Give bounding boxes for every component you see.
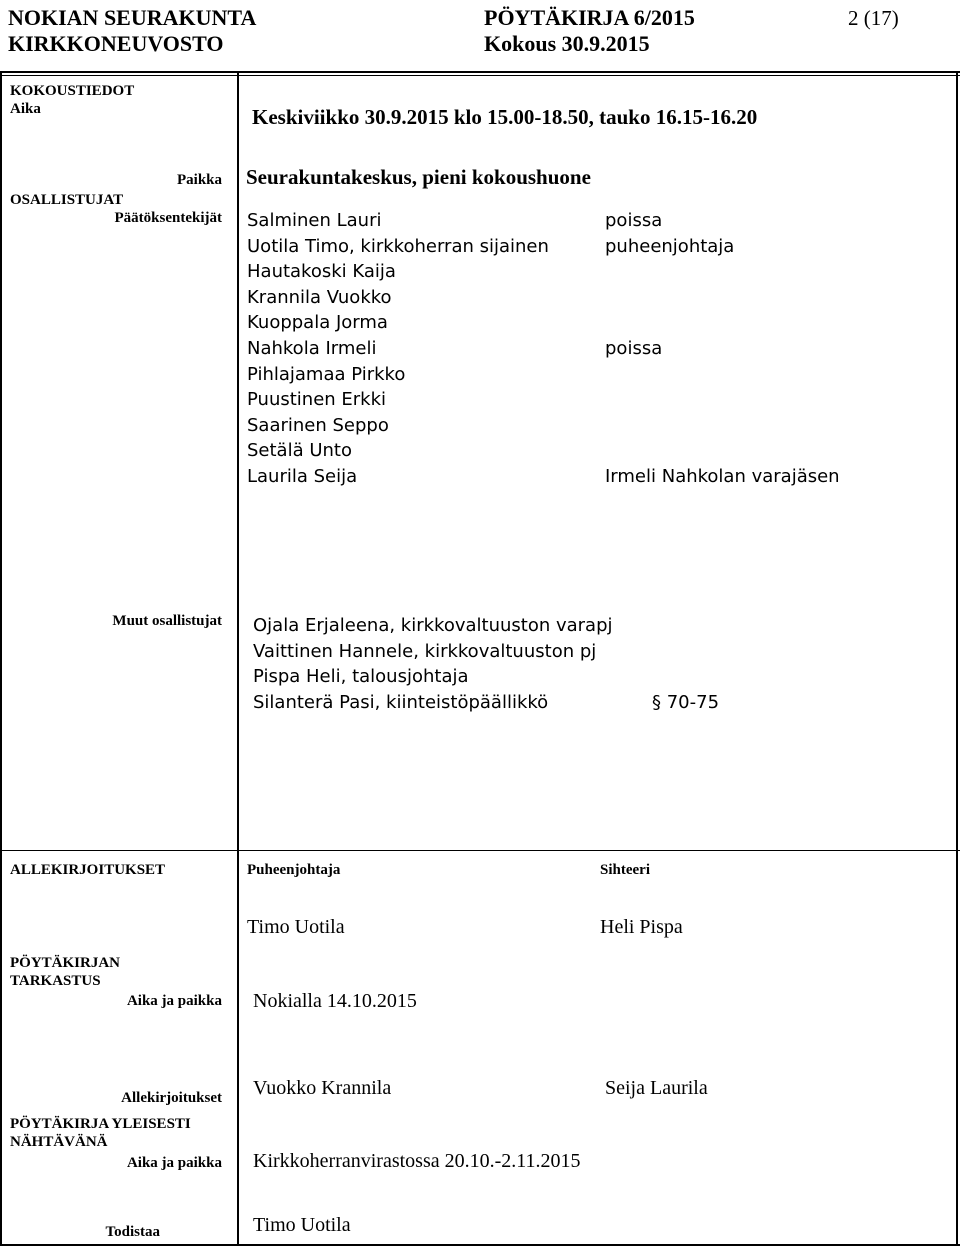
public-time-place-value: Kirkkoherranvirastossa 20.10.-2.11.2015 (253, 1150, 581, 1172)
participants-label: OSALLISTUJAT (10, 192, 124, 208)
public-time-place-label: Aika ja paikka (126, 1155, 222, 1171)
member-note: puheenjohtaja (605, 235, 735, 257)
chair-label: Puheenjohtaja (247, 862, 341, 878)
signatures-rule (0, 850, 960, 851)
reviewer-2: Seija Laurila (605, 1077, 708, 1099)
decision-makers-label: Päätöksentekijät (114, 210, 222, 226)
list-item: Hautakoski Kaija (247, 261, 396, 283)
member-note (605, 259, 840, 285)
member-note: poissa (605, 210, 663, 231)
secretary-name: Heli Pispa (600, 916, 683, 938)
member-note: poissa (605, 337, 663, 359)
list-item: Saarinen Seppo (247, 414, 389, 436)
top-rule-thin (0, 75, 960, 76)
right-border (956, 73, 958, 1246)
review-signatures-label: Allekirjoitukset (121, 1090, 222, 1106)
other-participants-list (253, 613, 613, 715)
list-item: Ojala Erjaleena, kirkkovaltuuston varapj (253, 615, 613, 636)
list-item: Nahkola Irmeli (247, 337, 377, 359)
decision-makers-list (247, 208, 549, 490)
list-item: Puustinen Erkki (247, 389, 387, 411)
review-time-place-label: Aika ja paikka (126, 993, 222, 1009)
other-participants-label: Muut osallistujat (112, 613, 222, 629)
chair-name: Timo Uotila (247, 916, 345, 938)
list-item: Silanterä Pasi, kiinteistöpäällikkö (253, 691, 549, 713)
meeting-date: Kokous 30.9.2015 (484, 31, 650, 56)
page-number: 2 (17) (848, 6, 899, 30)
document-title: PÖYTÄKIRJA 6/2015 (484, 5, 695, 30)
list-item: Laurila Seija (247, 465, 358, 487)
time-value: Keskiviikko 30.9.2015 klo 15.00-18.50, tauko 16.15-16.20 (252, 105, 758, 129)
member-note (605, 310, 840, 336)
list-item: Salminen Lauri (247, 210, 382, 231)
meeting-info-label: KOKOUSTIEDOT (10, 83, 135, 99)
member-note (605, 285, 840, 311)
time-label: Aika (10, 101, 41, 117)
list-item: Pispa Heli, talousjohtaja (253, 666, 469, 688)
list-item: Kuoppala Jorma (247, 312, 388, 334)
left-border (0, 73, 2, 1246)
review-time-place-value: Nokialla 14.10.2015 (253, 990, 417, 1012)
member-note: Irmeli Nahkolan varajäsen (605, 465, 840, 487)
signatures-label: ALLEKIRJOITUKSET (10, 862, 166, 878)
public-display-label-line1: PÖYTÄKIRJA YLEISESTI (10, 1116, 191, 1132)
member-note (605, 413, 840, 439)
list-item: Setälä Unto (247, 440, 352, 462)
list-item: Vaittinen Hannele, kirkkovaltuuston pj (253, 640, 597, 662)
review-label-line1: PÖYTÄKIRJAN (10, 955, 121, 971)
certifies-label: Todistaa (105, 1224, 160, 1240)
member-note (605, 362, 840, 388)
public-display-label-line2: NÄHTÄVÄNÄ (10, 1134, 108, 1150)
member-note (605, 438, 840, 464)
list-item: Pihlajamaa Pirkko (247, 363, 406, 385)
reviewer-1: Vuokko Krannila (253, 1077, 392, 1099)
secretary-label: Sihteeri (600, 862, 650, 878)
decision-makers-notes (605, 208, 840, 490)
org-body: KIRKKONEUVOSTO (8, 31, 224, 56)
place-label: Paikka (176, 172, 222, 188)
column-divider (237, 73, 239, 1246)
certifier-name: Timo Uotila (253, 1214, 351, 1236)
section-reference: § 70-75 (652, 692, 720, 713)
list-item: Uotila Timo, kirkkoherran sijainen (247, 235, 549, 257)
top-rule (0, 71, 960, 73)
member-note (605, 387, 840, 413)
list-item: Krannila Vuokko (247, 286, 392, 308)
place-value: Seurakuntakeskus, pieni kokoushuone (246, 165, 591, 189)
org-name: NOKIAN SEURAKUNTA (8, 5, 257, 30)
review-label-line2: TARKASTUS (10, 973, 101, 989)
